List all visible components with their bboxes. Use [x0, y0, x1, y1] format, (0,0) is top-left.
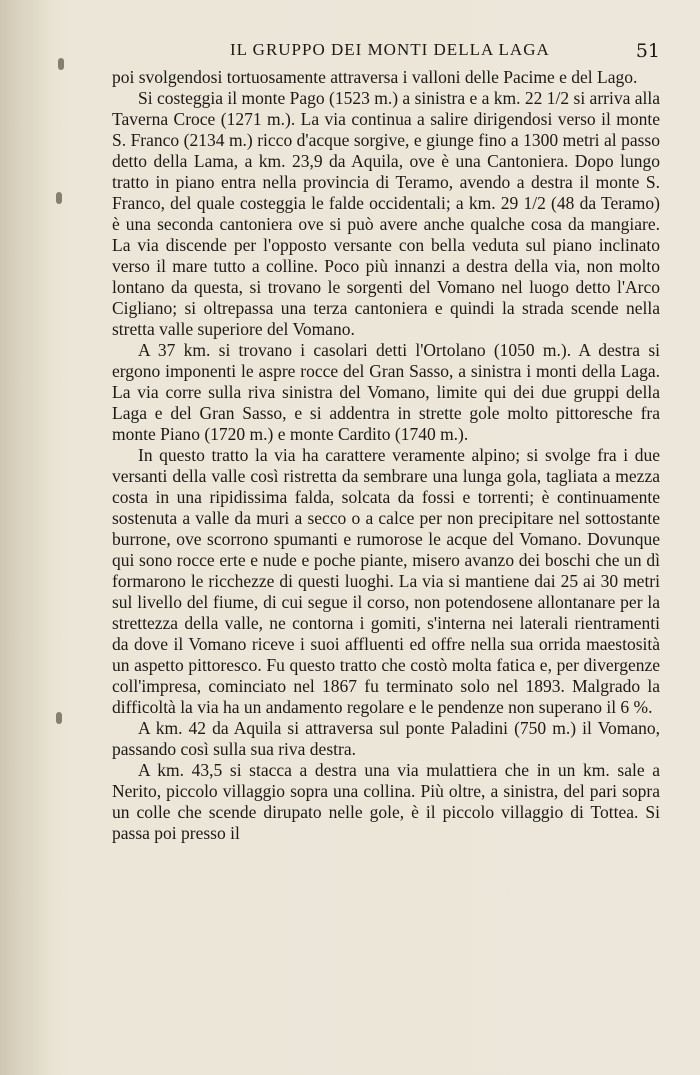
paragraph: poi svolgendosi tortuosamente attraversa i valloni delle Pacime e del Lago. [112, 67, 638, 87]
running-title: IL GRUPPO DEI MONTI DELLA LAGA [230, 40, 550, 59]
margin-mark [56, 192, 62, 204]
paragraph: Si costeggia il monte Pago (1523 m.) a sinistra e a km. 22 1/2 si arriva alla Taverna Croce (1271 m.). La via continua a salire dirigendosi verso il monte S. Franco (2134 m.) ricco d'acque sorgive, e giunge fino a 1300 metri al passo detto della Lama, a km. 23,9 da Aquila, ove è una Cantoniera. Dopo lungo tratto in piano entra nella provincia di Teramo, avendo a destra il monte S. Franco, del quale costeggia le falde occidentali; a km. 29 1/2 (48 da Teramo) è una seconda cantoniera ove si può avere anche qualche cosa da mangiare. La via discende per l'opposto versante con bella veduta sul piano inclinato verso il mare tutto a colline. Poco più innanzi a destra della via, non molto lontano da questa, si trovano le sorgenti del Vomano nel luogo detto l'Arco Cigliano; si oltrepassa una terza cantoniera e quindi la strada scende nella stretta valle superiore del Vomano. [112, 88, 660, 339]
paragraph: A km. 43,5 si stacca a destra una via mulattiera che in un km. sale a Nerito, piccolo villaggio sopra una collina. Più oltre, a sinistra, del pari sopra un colle che scende dirupato nelle gole, è il piccolo villaggio di Tottea. Si passa poi presso il [112, 760, 660, 843]
margin-mark [58, 58, 64, 70]
page-header [110, 40, 660, 70]
page-number: 51 [635, 40, 660, 62]
paragraph: A km. 42 da Aquila si attraversa sul ponte Paladini (750 m.) il Vomano, passando così sulla sua riva destra. [112, 718, 660, 759]
paragraph: A 37 km. si trovano i casolari detti l'Ortolano (1050 m.). A destra si ergono imponenti le aspre rocce del Gran Sasso, a sinistra i monti della Laga. La via corre sulla riva sinistra del Vomano, limite qui dei due gruppi della Laga e del Gran Sasso, e si addentra in strette gole molto pittoresche fra monte Piano (1720 m.) e monte Cardito (1740 m.). [112, 340, 660, 444]
paragraph: In questo tratto la via ha carattere veramente alpino; si svolge fra i due versanti della valle così ristretta da sembrare una lunga gola, tagliata a mezza costa in una ripidissima falda, solcata da fossi e torrenti; è continuamente sostenuta a valle da muri a secco o a calce per non precipitare nel sottostante burrone, ove scorrono spumanti e rumorose le acque del Vomano. Dovunque qui sono rocce erte e nude e poche piante, misero avanzo dei boschi che un dì formarono le ricchezze di questi luoghi. La via si mantiene dai 25 ai 30 metri sul livello del fiume, di cui segue il corso, non potendosene allontanare per la strettezza della valle, ne contorna i gomiti, s'interna nei laterali rientramenti da dove il Vomano riceve i suoi affluenti ed offre nella sua orrida maestosità un aspetto pittoresco. Fu questo tratto che costò molta fatica e, per divergenze coll'impresa, cominciato nel 1867 fu terminato solo nel 1893. Malgrado la difficoltà la via ha un andamento regolare e le pendenze non superano il 6 %. [112, 445, 660, 717]
margin-mark [56, 712, 62, 724]
body-text [112, 67, 660, 844]
page-gutter-shadow [0, 0, 50, 1075]
